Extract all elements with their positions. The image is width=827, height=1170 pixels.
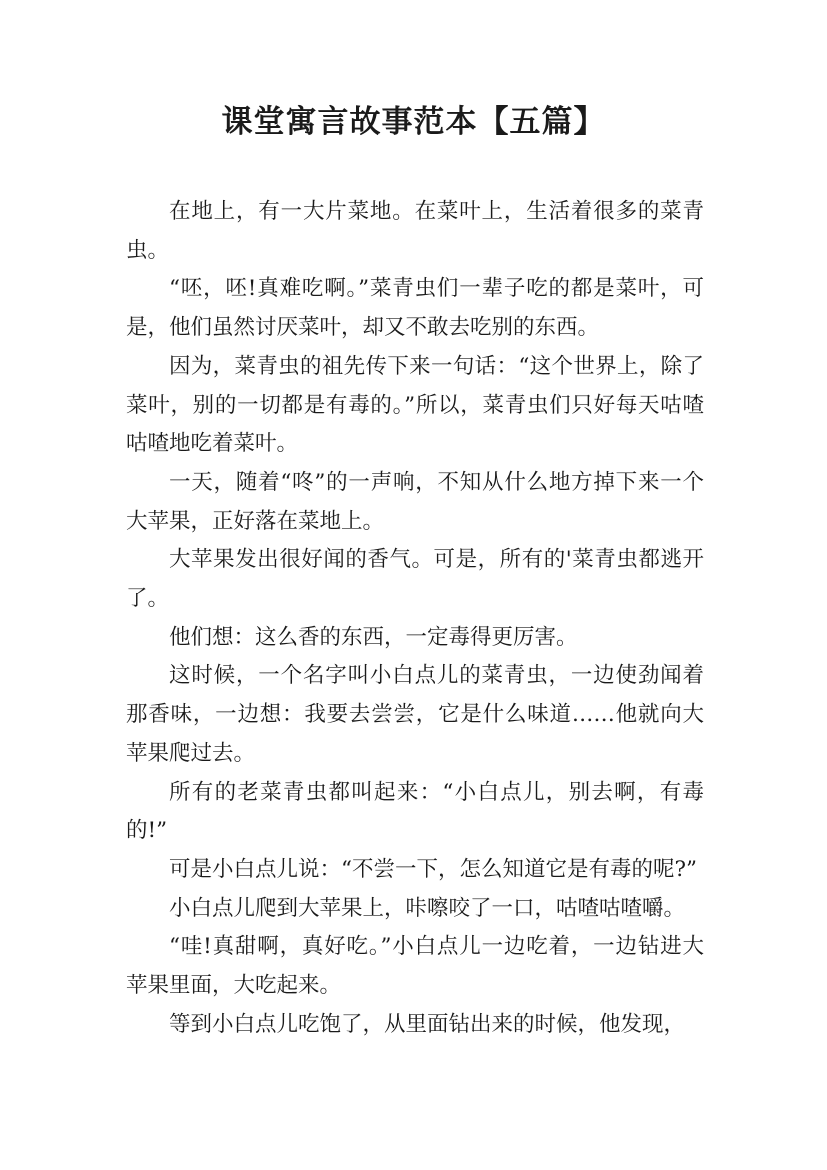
paragraph: 等到小白点儿吃饱了，从里面钻出来的时候，他发现，	[169, 1011, 686, 1037]
paragraph: 在地上，有一大片菜地。在菜叶上，生活着很多的菜青虫。	[126, 199, 704, 263]
paragraph: 所有的老菜青虫都叫起来：“小白点儿，别去啊，有毒的!”	[126, 779, 704, 844]
paragraph: 大苹果发出很好闻的香气。可是，所有的'菜青虫都逃开了。	[126, 547, 704, 612]
paragraph: “呸，呸!真难吃啊。”菜青虫们一辈子吃的都是菜叶，可是，他们虽然讨厌菜叶，却又不敢去吃别的东西。	[126, 276, 704, 341]
paragraph: 这时候，一个名字叫小白点儿的菜青虫，一边使劲闻着那香味，一边想：我要去尝尝，它是什么味道……他就向大苹果爬过去。	[126, 663, 704, 766]
paragraph: 小白点儿爬到大苹果上，咔嚓咬了一口，咕喳咕喳嚼。	[169, 895, 686, 921]
paragraph: 可是小白点儿说：“不尝一下，怎么知道它是有毒的呢?”	[169, 856, 698, 882]
paragraph: 他们想：这么香的东西，一定毒得更厉害。	[169, 624, 578, 650]
paragraph: 因为，菜青虫的祖先传下来一句话：“这个世界上，除了菜叶，别的一切都是有毒的。”所以，菜青虫们只好每天咕喳咕喳地吃着菜叶。	[126, 353, 704, 457]
paragraph: “哇!真甜啊，真好吃。”小白点儿一边吃着，一边钻进大苹果里面，大吃起来。	[126, 934, 704, 999]
document-body	[126, 193, 704, 1044]
paragraph: 一天，随着“咚”的一声响，不知从什么地方掉下来一个大苹果，正好落在菜地上。	[126, 469, 704, 534]
document-title: 课堂寓言故事范本【五篇】	[221, 104, 606, 140]
